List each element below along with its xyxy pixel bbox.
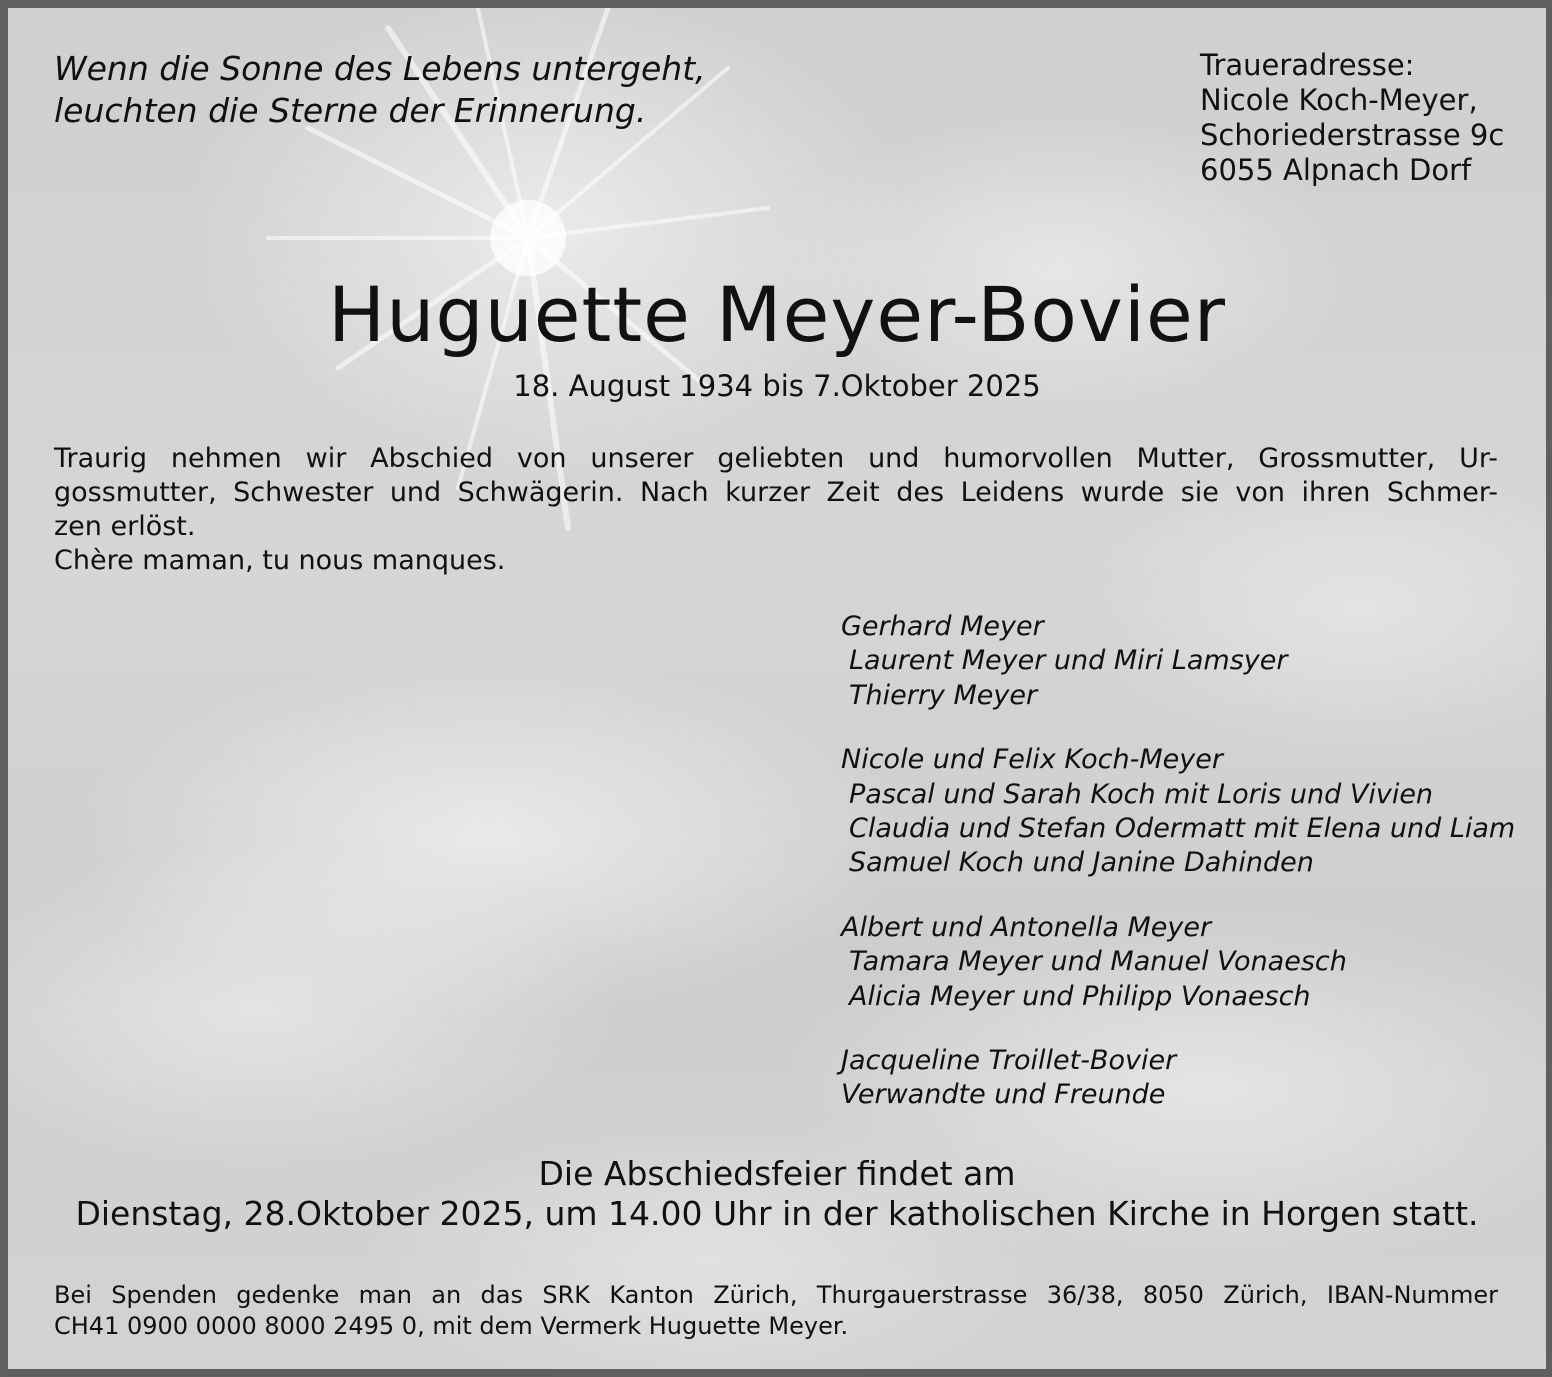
address-label: Traueradresse: — [1200, 48, 1415, 82]
deceased-name: Huguette Meyer-Bovier — [328, 270, 1226, 359]
ceremony-line-2: Dienstag, 28.Oktober 2025, um 14.00 Uhr in der katholischen Kirche in Horgen statt. — [75, 1194, 1479, 1233]
address-city: 6055 Alpnach Dorf — [1200, 153, 1472, 187]
mourner-group — [841, 1044, 1515, 1113]
donation-line-1: Bei Spenden gedenke man an das SRK Kanton Zürich, Thurgauerstrasse 36/38, 8050 Zürich, IBAN-Nummer — [54, 1281, 1498, 1309]
mourner-member: Verwandte und Freunde — [841, 1079, 1166, 1111]
obituary-notice — [8, 8, 1546, 1369]
life-dates: 18. August 1934 bis 7.Oktober 2025 — [513, 369, 1041, 403]
message-line-2: gossmutter, Schwester und Schwägerin. Nach kurzer Zeit des Leidens wurde sie von ihren Schmer- — [54, 477, 1498, 508]
mourner-head: Gerhard Meyer — [841, 611, 1044, 642]
mourner-head: Jacqueline Troillet-Bovier — [841, 1045, 1177, 1077]
mourner-member: Tamara Meyer und Manuel Vonaesch — [849, 946, 1347, 978]
farewell-message — [54, 442, 1498, 578]
address-street: Schoriederstrasse 9c — [1200, 118, 1505, 152]
quote-line-2: leuchten die Sterne der Erinnerung. — [54, 91, 647, 130]
mourners-list — [841, 610, 1515, 1143]
message-line-1: Traurig nehmen wir Abschied von unserer geliebten und humorvollen Mutter, Grossmutter, Ur- — [54, 443, 1498, 474]
mourner-member: Laurent Meyer und Miri Lamsyer — [849, 645, 1288, 677]
mourner-group — [841, 743, 1515, 881]
quote-line-1: Wenn die Sonne des Lebens untergeht, — [54, 49, 706, 88]
message-line-3: zen erlöst. — [54, 511, 196, 542]
mourner-member: Thierry Meyer — [849, 679, 1038, 711]
mourner-member: Alicia Meyer und Philipp Vonaesch — [849, 980, 1311, 1012]
mourning-address — [1200, 48, 1504, 188]
french-message: Chère maman, tu nous manques. — [54, 545, 506, 576]
address-name: Nicole Koch-Meyer, — [1200, 83, 1478, 117]
mourner-member: Samuel Koch und Janine Dahinden — [849, 847, 1314, 879]
donation-note — [54, 1280, 1498, 1342]
mourner-head: Albert und Antonella Meyer — [841, 911, 1212, 943]
mourner-group — [841, 610, 1515, 713]
memorial-quote — [54, 48, 706, 132]
ceremony-line-1: Die Abschiedsfeier findet am — [538, 1154, 1016, 1193]
mourner-member: Claudia und Stefan Odermatt mit Elena und Liam — [849, 813, 1516, 845]
mourner-head: Nicole und Felix Koch-Meyer — [841, 744, 1223, 776]
mourner-group — [841, 911, 1515, 1014]
mourner-member: Pascal und Sarah Koch mit Loris und Vivien — [849, 778, 1434, 810]
donation-line-2: CH41 0900 0000 8000 2495 0, mit dem Vermerk Huguette Meyer. — [54, 1312, 849, 1340]
ceremony-announcement — [8, 1154, 1546, 1234]
